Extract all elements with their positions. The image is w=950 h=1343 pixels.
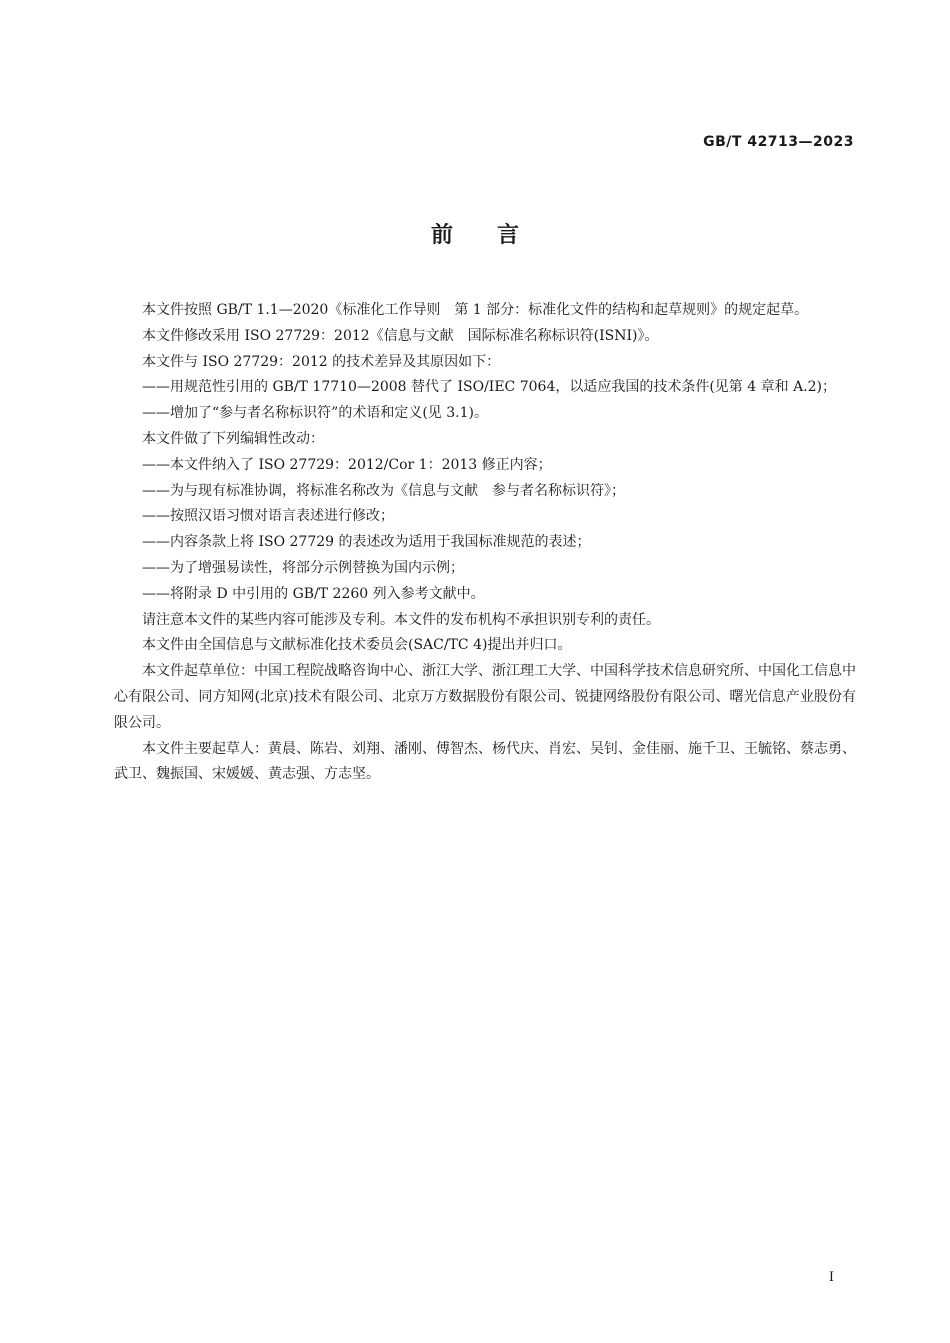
list-item: ——为与现有标准协调，将标准名称改为《信息与文献 参与者名称标识符》； [142,482,625,499]
list-item: ——将附录 D 中引用的 GB/T 2260 列入参考文献中。 [142,585,485,602]
paragraph-patent-notice: 请注意本文件的某些内容可能涉及专利。本文件的发布机构不承担识别专利的责任。 [142,611,660,628]
list-item: ——增加了“参与者名称标识符”的术语和定义(见 3.1)。 [142,405,488,422]
paragraph-drafting-basis: 本文件按照 GB/T 1.1—2020《标准化工作导则 第 1 部分：标准化文件的结构和起草规则》的规定起草。 [142,302,809,318]
list-item: ——内容条款上将 ISO 27729 的表述改为适用于我国标准规范的表述； [142,534,591,551]
list-item: ——用规范性引用的 GB/T 17710—2008 替代了 ISO/IEC 7064，以适应我国的技术条件(见第 4 章和 A.2)； [142,379,836,396]
paragraph-editorial-changes: 本文件做了下列编辑性改动： [142,430,324,447]
page-title: 前言 [430,223,563,248]
list-item: ——按照汉语习惯对语言表述进行修改； [142,508,394,525]
document-number: GB/T 42713—2023 [703,134,854,150]
paragraph-drafting-organizations: 本文件起草单位：中国工程院战略咨询中心、浙江大学、浙江理工大学、中国科学技术信息研究所、中国化工信息中心有限公司、同方知网(北京)技术有限公司、北京万方数据股份有限公司、锐捷网络股份有限公司、曙光信息产业股份有限公司。 [114,663,856,731]
paragraph-adoption: 本文件修改采用 ISO 27729：2012《信息与文献 国际标准名称标识符(ISNI)》。 [142,327,659,344]
list-item: ——本文件纳入了 ISO 27729：2012/Cor 1：2013 修正内容； [142,456,552,473]
list-item: ——为了增强易读性，将部分示例替换为国内示例； [142,559,464,576]
paragraph-technical-differences: 本文件与 ISO 27729：2012 的技术差异及其原因如下： [142,353,501,370]
page-number: I [828,1270,834,1285]
foreword-body [114,298,856,788]
paragraph-proposer: 本文件由全国信息与文献标准化技术委员会(SAC/TC 4)提出并归口。 [142,637,572,654]
paragraph-main-drafters: 本文件主要起草人：黄晨、陈岩、刘翔、潘刚、傅智杰、杨代庆、肖宏、吴钊、金佳丽、施千卫、王毓铭、蔡志勇、武卫、魏振国、宋媛媛、黄志强、方志坚。 [114,740,856,783]
